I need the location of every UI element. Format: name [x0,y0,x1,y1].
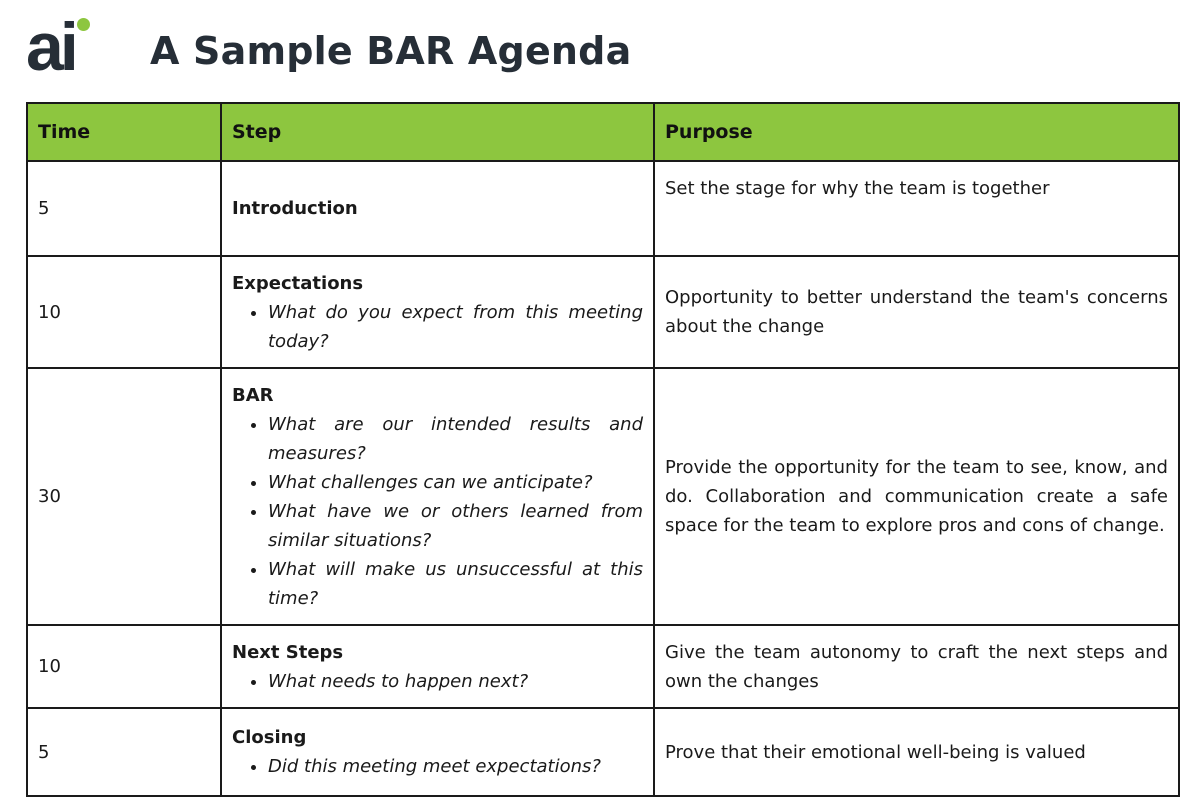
time-cell: 30 [27,368,221,625]
time-cell: 10 [27,625,221,708]
table-row [27,256,1179,368]
table-header-row [27,103,1179,161]
question-item: • What needs to happen next? [268,667,643,696]
question-list [232,410,643,613]
column-header-time: Time [27,103,221,161]
purpose-cell: Opportunity to better understand the team's concerns about the change [654,256,1179,368]
step-title: BAR [232,384,274,406]
agenda-table [26,102,1180,797]
table-row [27,161,1179,256]
step-cell [221,708,654,796]
step-cell [221,625,654,708]
table-row [27,625,1179,708]
question-list [232,752,643,781]
question-item: • What will make us unsuccessful at this time? [268,555,643,613]
question-item: • What are our intended results and measures? [268,410,643,468]
step-title: Closing [232,727,307,748]
step-title: Next Steps [232,641,344,663]
question-item: • What challenges can we anticipate? [268,468,643,497]
question-list [232,667,643,696]
ai-logo [26,9,98,85]
step-cell [221,368,654,625]
time-cell: 5 [27,161,221,256]
step-cell [221,161,654,256]
logo-text: ai [26,9,75,85]
time-cell: 10 [27,256,221,368]
step-cell [221,256,654,368]
step-title: Expectations [232,272,364,294]
logo-dot [77,18,90,31]
table-row [27,368,1179,625]
purpose-cell: Set the stage for why the team is together [654,161,1179,256]
column-header-purpose: Purpose [654,103,1179,161]
page-title: A Sample BAR Agenda [150,29,632,73]
question-item: • What do you expect from this meeting today? [268,298,643,356]
column-header-step: Step [221,103,654,161]
step-title: Introduction [232,198,358,219]
page-header [26,9,1176,86]
purpose-cell: Provide the opportunity for the team to see, know, and do. Collaboration and communication create a safe space for the team to explore pros and cons of change. [654,368,1179,625]
purpose-cell: Prove that their emotional well-being is valued [654,708,1179,796]
time-cell: 5 [27,708,221,796]
question-list [232,298,643,356]
question-item: • Did this meeting meet expectations? [268,752,643,781]
purpose-cell: Give the team autonomy to craft the next steps and own the changes [654,625,1179,708]
question-item: • What have we or others learned from similar situations? [268,497,643,555]
table-row [27,708,1179,796]
